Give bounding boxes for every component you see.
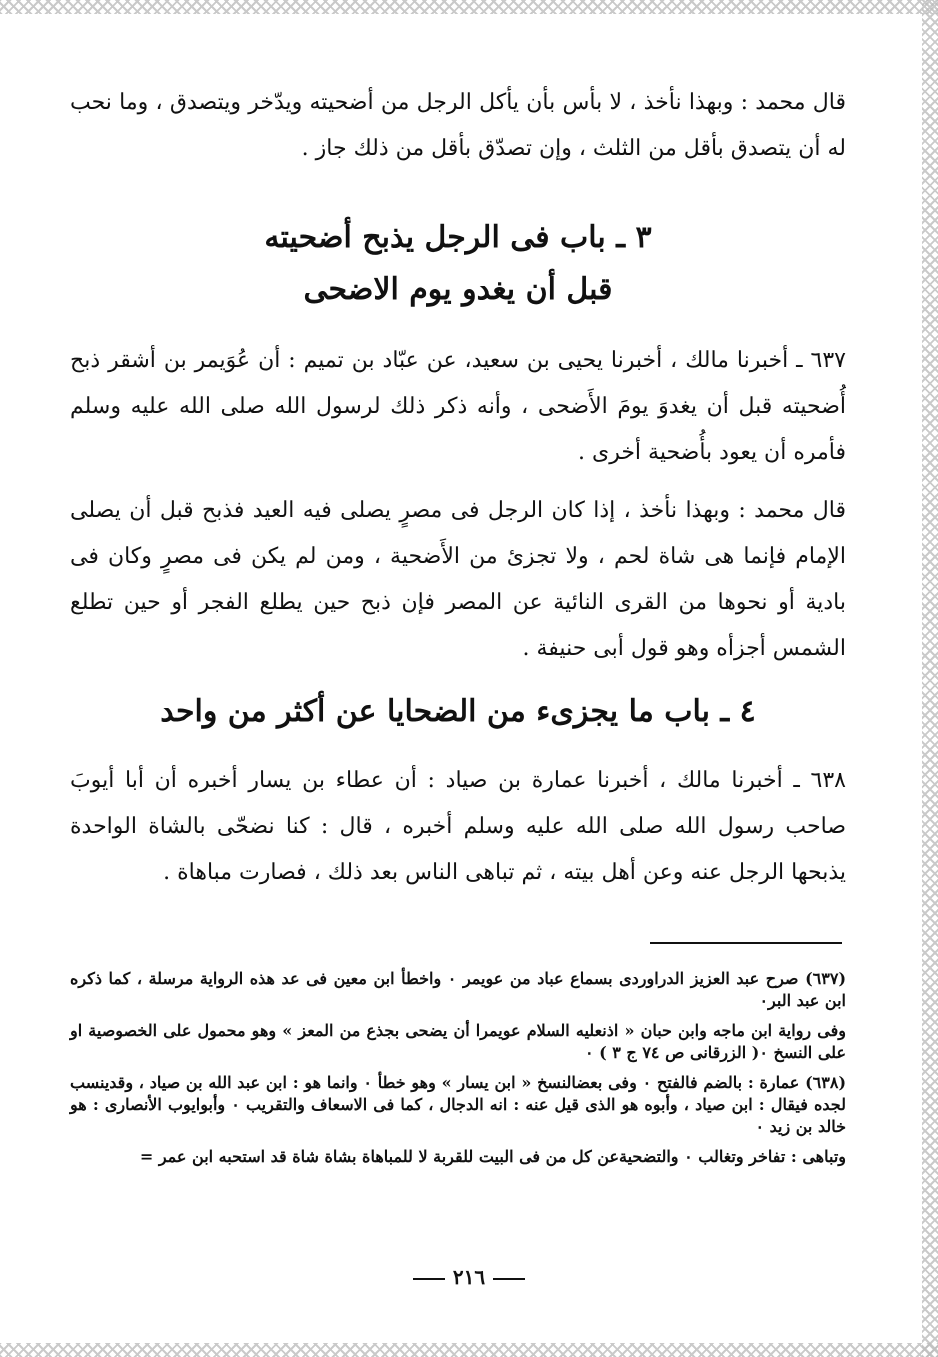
page-number-dash — [413, 1278, 445, 1280]
footnote-divider — [650, 942, 842, 944]
section-4-title: ٤ ـ باب ما يجزىء من الضحايا عن أكثر من واحد — [160, 694, 756, 729]
footnotes — [70, 968, 846, 1176]
section-3-title-line2: قبل أن يغدو يوم الاضحى — [303, 272, 613, 307]
decorative-border-top — [0, 0, 938, 14]
decorative-border-bottom — [0, 1343, 938, 1357]
footnote: وفى رواية ابن ماجه وابن حبان « اذنعليه السلام عويمرا أن يضحى بجذع من المعز » وهو محمول على الخصوصية او على النسخ ٠( الزرقانى ص ٧٤ ج ٣ ) ٠ — [70, 1021, 846, 1062]
main-text — [70, 80, 846, 896]
footnote: (٦٣٧) صرح عبد العزيز الدراوردى بسماع عباد من عويمر ٠ واخطأ ابن معين فى عد هذه الرواية مرسلة ، كما ذكره ابن عبد البر٠ — [70, 969, 847, 1010]
intro-paragraph: قال محمد : وبهذا نأخذ ، لا بأس بأن يأكل الرجل من أضحيته ويدّخر ويتصدق ، وما نحب له أن يتصدق بأقل من الثلث ، وإن تصدّق بأقل من ذلك جاز . — [70, 90, 846, 161]
hadith-637: ٦٣٧ ـ أخبرنا مالك ، أخبرنا يحيى بن سعيد، عن عبّاد بن تميم : أن عُوَيمر بن أشقر ذبح أُضحيته قبل أن يغدوَ يومَ الأَضحى ، وأنه ذكر ذلك لرسول الله صلى الله عليه وسلم فأمره أن يعود بأُضحية أخرى . — [70, 348, 846, 465]
page-number-dash — [493, 1278, 525, 1280]
section-3-heading — [70, 212, 846, 316]
decorative-border-right — [922, 0, 938, 1357]
hadith-638: ٦٣٨ ـ أخبرنا مالك ، أخبرنا عمارة بن صياد : أن عطاء بن يسار أخبره أن أبا أيوبَ صاحب رسول الله صلى الله عليه وسلم أخبره ، قال : كنا نضحّى بالشاة الواحدة يذبحها الرجل عنه وعن أهل بيته ، ثم تباهى الناس بعد ذلك ، فصارت مباهاة . — [70, 768, 846, 885]
section-3-title-line1: ٣ ـ باب فى الرجل يذبح أضحيته — [264, 220, 652, 255]
page-number-block — [0, 1265, 938, 1289]
commentary-paragraph: قال محمد : وبهذا نأخذ ، إذا كان الرجل فى مصرٍ يصلى فيه العيد فذبح قبل أن يصلى الإمام فإنما هى شاة لحم ، ولا تجزئ من الأَضحية ، ومن لم يكن فى مصرٍ وكان فى بادية أو نحوها من القرى النائية عن المصر فإن ذبح حين يطلع الفجر أو حين تطلع الشمس أجزأه وهو قول أبى حنيفة . — [70, 498, 846, 661]
page-number: ٢١٦ — [452, 1265, 486, 1289]
footnote: (٦٣٨) عمارة : بالضم فالفتح ٠ وفى بعضالنسخ « ابن يسار » وهو خطأ ٠ وانما هو : ابن عبد الله بن صياد ، وقدينسب لجده فيقال : ابن صياد ، وأبوه هو الذى قيل عنه : انه الدجال ، كما فى الاسعاف والتقريب ٠ وأبوايوب الأنصارى : هو خالد بن زيد ٠ — [70, 1073, 847, 1136]
footnote: وتباهى : تفاخر وتغالب ٠ والتضحيةعن كل من فى البيت للقربة لا للمباهاة بشاة شاة قد استحبه ابن عمر = — [139, 1147, 846, 1166]
